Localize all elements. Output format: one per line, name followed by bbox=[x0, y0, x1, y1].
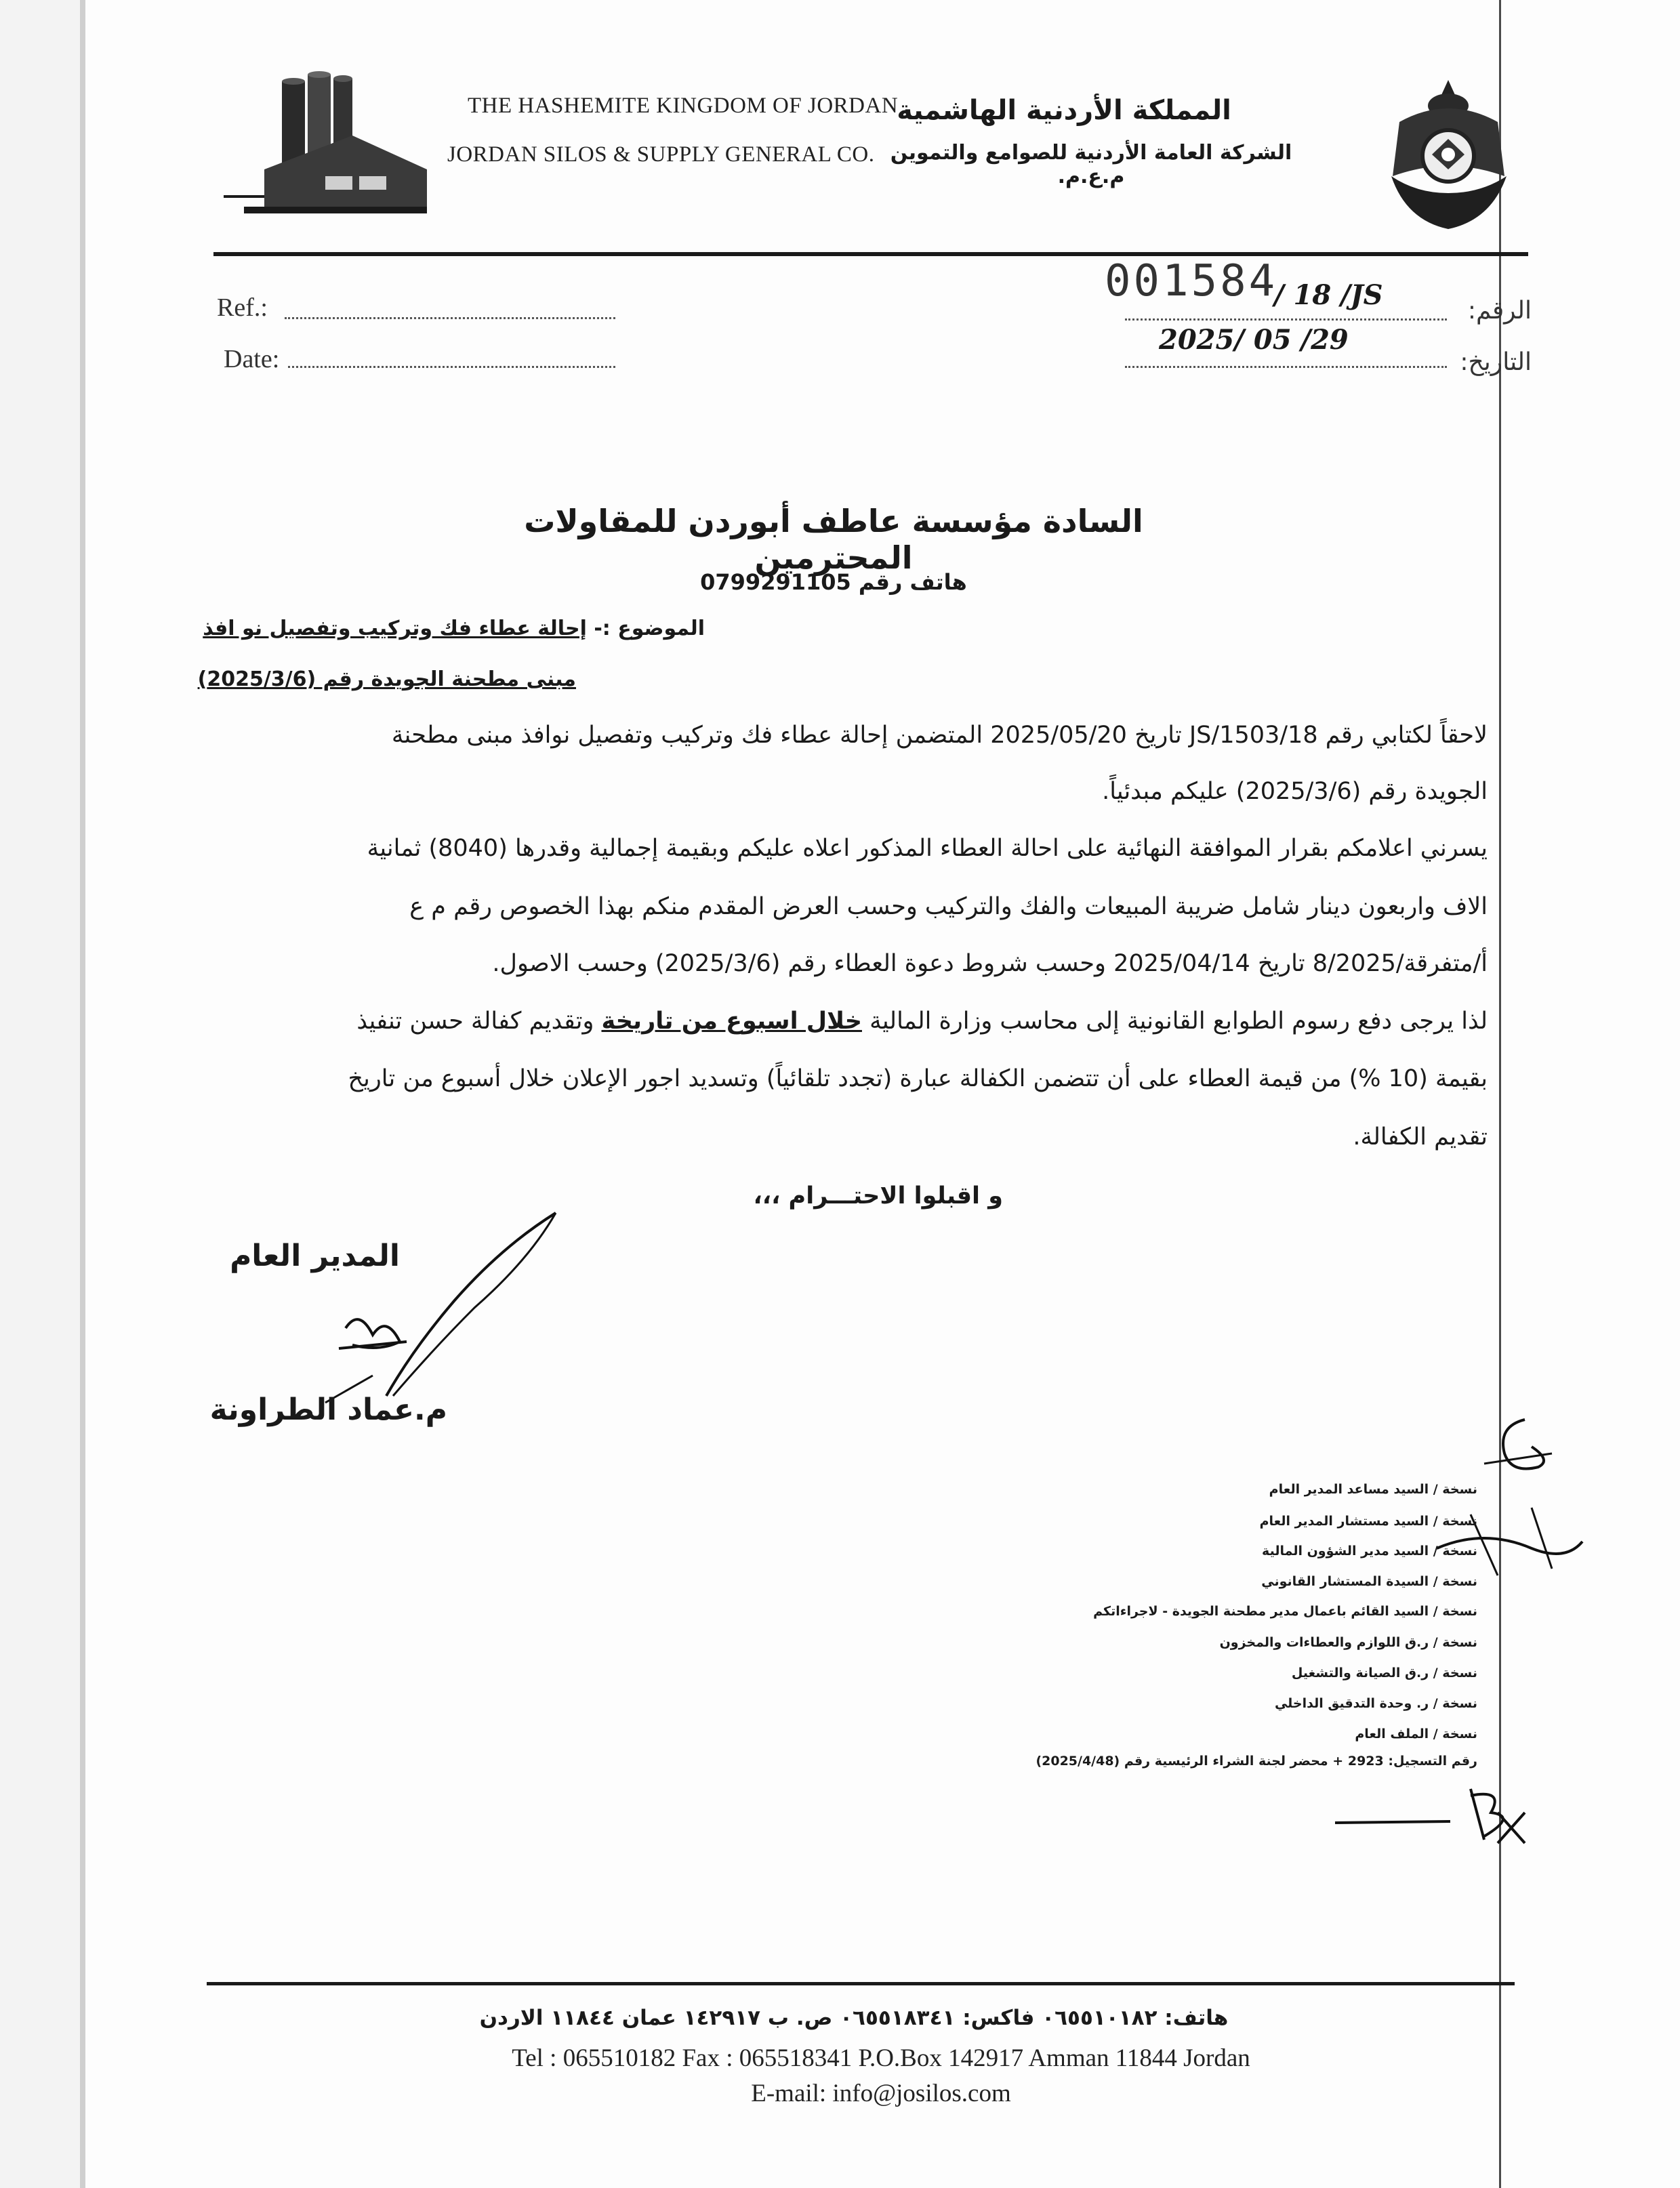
initials-mark-icon bbox=[1477, 1413, 1559, 1487]
letter-date: 2025/ 05 /29 bbox=[1159, 324, 1349, 356]
body-p3-text-c: وتقديم كفالة حسن تنفيذ bbox=[356, 1008, 602, 1035]
ref-dotted-line-ar bbox=[1125, 318, 1447, 321]
handwritten-signature-icon bbox=[298, 1206, 569, 1423]
body-p2-line-1: يسرني اعلامكم بقرار الموافقة النهائية على احالة العطاء المذكور اعلاه عليكم وبقيمة إجمالية وقدرها (8040) ثمانية bbox=[367, 835, 1488, 862]
cc-item: نسخة / السيد مساعد المدير العام bbox=[1269, 1482, 1477, 1497]
subject-text-2: مبنى مطحنة الجويدة رقم (2025/3/6) bbox=[197, 667, 576, 691]
body-p1-line-2: الجويدة رقم (2025/3/6) عليكم مبدئياً. bbox=[1102, 778, 1488, 805]
letter-page bbox=[81, 0, 1680, 2188]
ref-dotted-line-en bbox=[285, 317, 615, 319]
signatory-name: م.عماد الطراونة bbox=[209, 1392, 447, 1427]
footer-contact-ar: هاتف: ٠٦٥٥١٠١٨٢ فاكس: ٠٦٥٥١٨٣٤١ ص. ب ١٤٢٩١٧ عمان ١١٨٤٤ الاردن bbox=[479, 2006, 1229, 2030]
ref-label-ar: الرقم: bbox=[1467, 297, 1532, 325]
date-label-ar: التاريخ: bbox=[1460, 348, 1532, 376]
cc-item: نسخة / السيد القائم باعمال مدير مطحنة الجويدة - لاجراءاتكم bbox=[1093, 1604, 1477, 1619]
coat-of-arms-icon bbox=[1379, 75, 1518, 234]
silos-logo-icon bbox=[224, 68, 427, 220]
company-name-en-2: JORDAN SILOS & SUPPLY GENERAL CO. bbox=[447, 142, 875, 167]
date-dotted-line-en bbox=[288, 366, 615, 368]
cc-item: نسخة / ر.ق الصيانة والتشغيل bbox=[1291, 1666, 1477, 1680]
signatory-title: المدير العام bbox=[230, 1239, 400, 1273]
cc-item: نسخة / ر. وحدة التدقيق الداخلي bbox=[1274, 1696, 1477, 1711]
company-name-ar-1: المملكة الأردنية الهاشمية bbox=[897, 95, 1231, 126]
ref-number-suffix: / 18 /JS bbox=[1274, 279, 1383, 311]
cc-item: نسخة / الملف العام bbox=[1355, 1727, 1477, 1741]
addressee-phone: هاتف رقم 0799291105 bbox=[700, 569, 967, 595]
body-p1-line-1: لاحقاً لكتابي رقم 1503/18/JS تاريخ 2025/05/20 المتضمن إحالة عطاء فك وتركيب وتفصيل نوافذ مبنى مطحنة bbox=[391, 722, 1488, 749]
subject-line-2 bbox=[183, 667, 576, 691]
header-divider bbox=[213, 252, 1528, 256]
cc-item: نسخة / السيد مستشار المدير العام bbox=[1259, 1514, 1477, 1529]
cc-item: نسخة / ر.ق اللوازم والعطاءات والمخزون bbox=[1219, 1635, 1477, 1650]
subject-label: الموضوع :- bbox=[594, 617, 705, 640]
scan-left-edge bbox=[80, 0, 85, 2188]
body-p3-line-3: تقديم الكفالة. bbox=[1353, 1123, 1488, 1151]
footer-email: E-mail: info@josilos.com bbox=[751, 2080, 1011, 2107]
closing-line: و اقبلوا الاحتـــرام ،،، bbox=[753, 1182, 1003, 1210]
company-name-en-1: THE HASHEMITE KINGDOM OF JORDAN bbox=[468, 94, 899, 118]
date-dotted-line-ar bbox=[1125, 366, 1447, 368]
subject-text-1: إحالة عطاء فك وتركيب وتفصيل نو افذ bbox=[203, 617, 587, 640]
cc-item: نسخة / السيد مدير الشؤون المالية bbox=[1262, 1544, 1477, 1559]
ref-label-en: Ref.: bbox=[217, 293, 268, 322]
initials-mark-icon bbox=[1430, 1501, 1586, 1582]
addressee-name: السادة مؤسسة عاطف أبوردن للمقاولات المحترمين bbox=[524, 503, 1143, 576]
date-label-en: Date: bbox=[224, 345, 280, 373]
handwritten-initial-icon bbox=[1328, 1775, 1532, 1850]
cc-item: نسخة / السيدة المستشار القانوني bbox=[1261, 1574, 1477, 1589]
body-p3-line-1 bbox=[183, 1008, 1488, 1035]
body-p3-emphasis: خلال اسبوع من تاريخة bbox=[601, 1008, 862, 1035]
footer-contact-en: Tel : 065510182 Fax : 065518341 P.O.Box 142917 Amman 11844 Jordan bbox=[512, 2044, 1250, 2072]
scan-right-line bbox=[1499, 0, 1501, 2188]
ref-number-stamp: 001584 bbox=[1105, 256, 1278, 306]
body-p2-line-2: الاف واربعون دينار شامل ضريبة المبيعات والفك والتركيب وحسب العرض المقدم منكم بهذا الخصوص رقم م ع bbox=[409, 893, 1488, 920]
body-p2-line-3: أ/متفرقة/8/2025 تاريخ 2025/04/14 وحسب شروط دعوة العطاء رقم (2025/3/6) وحسب الاصول. bbox=[492, 950, 1488, 977]
body-p3-text-a: لذا يرجى دفع رسوم الطوابع القانونية إلى محاسب وزارة المالية bbox=[861, 1008, 1488, 1035]
footer-divider bbox=[207, 1982, 1515, 1985]
company-name-ar-2: الشركة العامة الأردنية للصوامع والتموين م.ع.م. bbox=[890, 141, 1292, 188]
body-p3-line-2: بقيمة (10 %) من قيمة العطاء على أن تتضمن الكفالة عبارة (تجدد تلقائياً) وتسديد اجور الإعلان خلال أسبوع من تاريخ bbox=[348, 1065, 1488, 1092]
subject-line-1 bbox=[183, 617, 705, 640]
registration-note: رقم التسجيل: 2923 + محضر لجنة الشراء الرئيسية رقم (2025/4/48) bbox=[1036, 1754, 1477, 1769]
